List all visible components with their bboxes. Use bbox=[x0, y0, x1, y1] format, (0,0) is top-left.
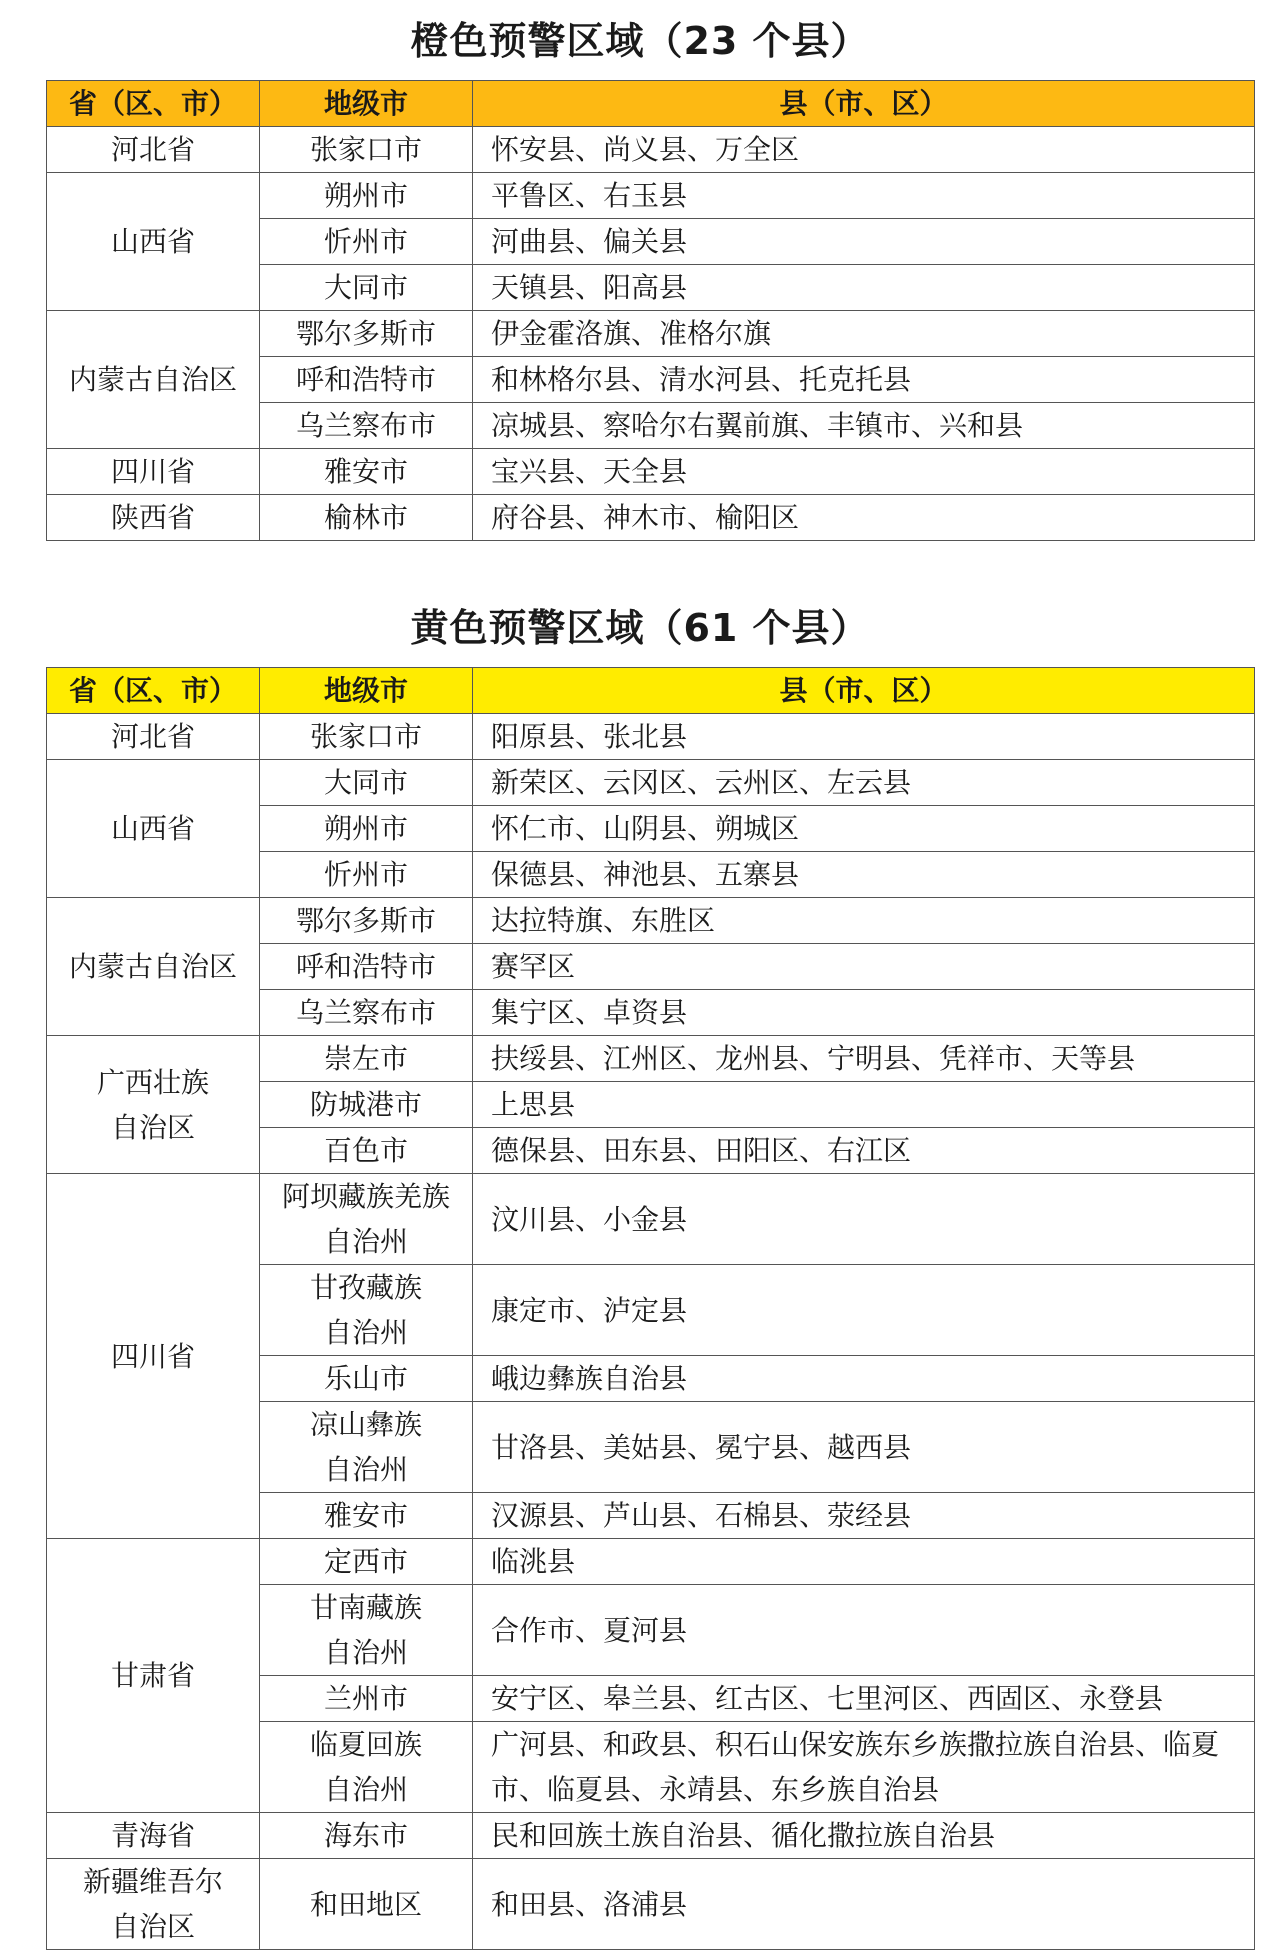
counties-cell: 怀安县、尚义县、万全区 bbox=[473, 127, 1255, 173]
counties-cell: 宝兴县、天全县 bbox=[473, 449, 1255, 495]
province-cell: 内蒙古自治区 bbox=[47, 898, 260, 1036]
counties-cell: 府谷县、神木市、榆阳区 bbox=[473, 495, 1255, 541]
table-row bbox=[47, 760, 1255, 806]
city-cell: 阿坝藏族羌族 自治州 bbox=[260, 1174, 473, 1265]
counties-cell: 广河县、和政县、积石山保安族东乡族撒拉族自治县、临夏 市、临夏县、永靖县、东乡族自治县 bbox=[473, 1722, 1255, 1813]
counties-cell: 怀仁市、山阴县、朔城区 bbox=[473, 806, 1255, 852]
province-cell: 新疆维吾尔 自治区 bbox=[47, 1859, 260, 1950]
table-header-row bbox=[47, 81, 1255, 127]
city-cell: 兰州市 bbox=[260, 1676, 473, 1722]
counties-cell: 平鲁区、右玉县 bbox=[473, 173, 1255, 219]
city-cell: 乐山市 bbox=[260, 1356, 473, 1402]
counties-cell: 天镇县、阳高县 bbox=[473, 265, 1255, 311]
counties-cell: 民和回族土族自治县、循化撒拉族自治县 bbox=[473, 1813, 1255, 1859]
table-row bbox=[47, 311, 1255, 357]
city-cell: 乌兰察布市 bbox=[260, 990, 473, 1036]
city-cell: 定西市 bbox=[260, 1539, 473, 1585]
city-cell: 榆林市 bbox=[260, 495, 473, 541]
province-cell: 广西壮族 自治区 bbox=[47, 1036, 260, 1174]
city-cell: 张家口市 bbox=[260, 127, 473, 173]
province-cell: 四川省 bbox=[47, 1174, 260, 1539]
province-cell: 山西省 bbox=[47, 760, 260, 898]
city-cell: 忻州市 bbox=[260, 852, 473, 898]
city-cell: 朔州市 bbox=[260, 806, 473, 852]
province-cell: 内蒙古自治区 bbox=[47, 311, 260, 449]
province-cell: 河北省 bbox=[47, 714, 260, 760]
province-cell: 陕西省 bbox=[47, 495, 260, 541]
province-cell: 山西省 bbox=[47, 173, 260, 311]
city-cell: 张家口市 bbox=[260, 714, 473, 760]
counties-cell: 安宁区、皋兰县、红古区、七里河区、西固区、永登县 bbox=[473, 1676, 1255, 1722]
city-cell: 凉山彝族 自治州 bbox=[260, 1402, 473, 1493]
counties-cell: 伊金霍洛旗、准格尔旗 bbox=[473, 311, 1255, 357]
table-row bbox=[47, 1859, 1255, 1950]
city-cell: 鄂尔多斯市 bbox=[260, 311, 473, 357]
city-cell: 和田地区 bbox=[260, 1859, 473, 1950]
header-province: 省（区、市） bbox=[47, 81, 260, 127]
counties-cell: 达拉特旗、东胜区 bbox=[473, 898, 1255, 944]
city-cell: 雅安市 bbox=[260, 1493, 473, 1539]
table-header-row bbox=[47, 668, 1255, 714]
counties-cell: 阳原县、张北县 bbox=[473, 714, 1255, 760]
table-row bbox=[47, 1813, 1255, 1859]
counties-cell: 峨边彝族自治县 bbox=[473, 1356, 1255, 1402]
table-row bbox=[47, 495, 1255, 541]
city-cell: 甘孜藏族 自治州 bbox=[260, 1265, 473, 1356]
province-cell: 青海省 bbox=[47, 1813, 260, 1859]
counties-cell: 扶绥县、江州区、龙州县、宁明县、凭祥市、天等县 bbox=[473, 1036, 1255, 1082]
city-cell: 海东市 bbox=[260, 1813, 473, 1859]
table-row bbox=[47, 898, 1255, 944]
city-cell: 甘南藏族 自治州 bbox=[260, 1585, 473, 1676]
city-cell: 大同市 bbox=[260, 265, 473, 311]
table-row bbox=[47, 173, 1255, 219]
counties-cell: 保德县、神池县、五寨县 bbox=[473, 852, 1255, 898]
city-cell: 朔州市 bbox=[260, 173, 473, 219]
province-cell: 四川省 bbox=[47, 449, 260, 495]
city-cell: 乌兰察布市 bbox=[260, 403, 473, 449]
header-counties: 县（市、区） bbox=[473, 81, 1255, 127]
counties-cell: 上思县 bbox=[473, 1082, 1255, 1128]
city-cell: 鄂尔多斯市 bbox=[260, 898, 473, 944]
city-cell: 百色市 bbox=[260, 1128, 473, 1174]
city-cell: 临夏回族 自治州 bbox=[260, 1722, 473, 1813]
counties-cell: 临洮县 bbox=[473, 1539, 1255, 1585]
table-row bbox=[47, 714, 1255, 760]
counties-cell: 集宁区、卓资县 bbox=[473, 990, 1255, 1036]
province-cell: 甘肃省 bbox=[47, 1539, 260, 1813]
city-cell: 忻州市 bbox=[260, 219, 473, 265]
city-cell: 崇左市 bbox=[260, 1036, 473, 1082]
counties-cell: 凉城县、察哈尔右翼前旗、丰镇市、兴和县 bbox=[473, 403, 1255, 449]
orange-warning-table bbox=[46, 80, 1255, 541]
header-province: 省（区、市） bbox=[47, 668, 260, 714]
table-row bbox=[47, 1174, 1255, 1265]
counties-cell: 汉源县、芦山县、石棉县、荥经县 bbox=[473, 1493, 1255, 1539]
table-row bbox=[47, 127, 1255, 173]
counties-cell: 和田县、洛浦县 bbox=[473, 1859, 1255, 1950]
counties-cell: 甘洛县、美姑县、冕宁县、越西县 bbox=[473, 1402, 1255, 1493]
header-city: 地级市 bbox=[260, 668, 473, 714]
yellow-section-title: 黄色预警区域（61 个县） bbox=[410, 606, 870, 650]
table-row bbox=[47, 1539, 1255, 1585]
counties-cell: 康定市、泸定县 bbox=[473, 1265, 1255, 1356]
province-cell: 河北省 bbox=[47, 127, 260, 173]
city-cell: 防城港市 bbox=[260, 1082, 473, 1128]
counties-cell: 德保县、田东县、田阳区、右江区 bbox=[473, 1128, 1255, 1174]
yellow-warning-table bbox=[46, 667, 1255, 1950]
orange-section-title: 橙色预警区域（23 个县） bbox=[410, 19, 870, 63]
city-cell: 大同市 bbox=[260, 760, 473, 806]
counties-cell: 赛罕区 bbox=[473, 944, 1255, 990]
table-row bbox=[47, 1036, 1255, 1082]
city-cell: 雅安市 bbox=[260, 449, 473, 495]
city-cell: 呼和浩特市 bbox=[260, 944, 473, 990]
header-counties: 县（市、区） bbox=[473, 668, 1255, 714]
city-cell: 呼和浩特市 bbox=[260, 357, 473, 403]
table-row bbox=[47, 449, 1255, 495]
counties-cell: 和林格尔县、清水河县、托克托县 bbox=[473, 357, 1255, 403]
counties-cell: 汶川县、小金县 bbox=[473, 1174, 1255, 1265]
counties-cell: 新荣区、云冈区、云州区、左云县 bbox=[473, 760, 1255, 806]
counties-cell: 河曲县、偏关县 bbox=[473, 219, 1255, 265]
header-city: 地级市 bbox=[260, 81, 473, 127]
counties-cell: 合作市、夏河县 bbox=[473, 1585, 1255, 1676]
